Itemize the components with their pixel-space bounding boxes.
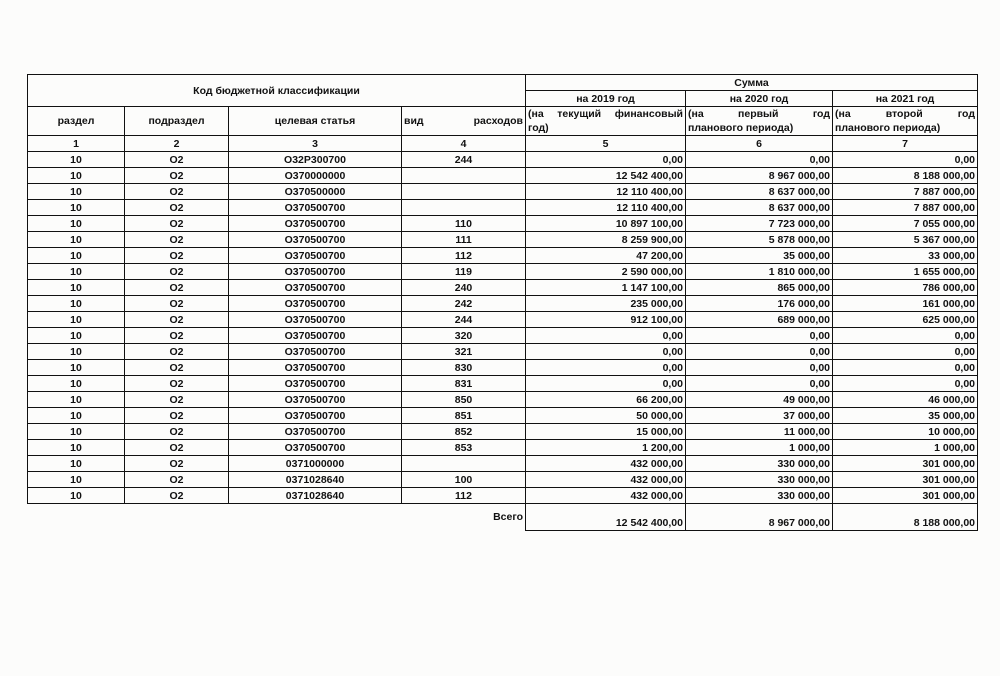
sum-2020-cell: 330 000,00 [686,488,833,504]
vid-rashodov-cell: 831 [402,376,526,392]
sum-2021-cell: 161 000,00 [833,296,978,312]
sum-2019-cell: 10 897 100,00 [526,216,686,232]
sum-2019-cell: 0,00 [526,328,686,344]
table-row [28,456,978,472]
column-number: 5 [526,136,686,152]
podrazdel-cell: О2 [125,216,229,232]
celevaya-statya-cell: О370500700 [229,296,402,312]
podrazdel-cell: О2 [125,168,229,184]
celevaya-statya-cell: О370500700 [229,392,402,408]
sum-2021-cell: 1 000,00 [833,440,978,456]
sum-2020-cell: 0,00 [686,376,833,392]
column-number: 7 [833,136,978,152]
sum-2019-cell: 8 259 900,00 [526,232,686,248]
sum-2021-cell: 7 055 000,00 [833,216,978,232]
sum-2021-cell: 1 655 000,00 [833,264,978,280]
sum-2020-cell: 330 000,00 [686,456,833,472]
budget-table [27,74,978,531]
table-row [28,168,978,184]
sum-2021-cell: 786 000,00 [833,280,978,296]
sum-2021-cell: 0,00 [833,360,978,376]
razdel-cell: 10 [28,232,125,248]
sum-2021-cell: 301 000,00 [833,472,978,488]
podrazdel-cell: О2 [125,392,229,408]
razdel-cell: 10 [28,456,125,472]
podrazdel-cell: О2 [125,440,229,456]
column-number: 1 [28,136,125,152]
table-row [28,296,978,312]
razdel-cell: 10 [28,344,125,360]
celevaya-statya-cell: О370500700 [229,200,402,216]
sum-2021-cell: 0,00 [833,344,978,360]
sum-2021-cell: 5 367 000,00 [833,232,978,248]
header-row-columns [28,107,978,136]
podrazdel-cell: О2 [125,360,229,376]
vid-rashodov-cell: 111 [402,232,526,248]
sum-2019-cell: 432 000,00 [526,472,686,488]
table-row [28,184,978,200]
year-desc-2019: (на текущий финансовый год) [526,107,686,136]
podrazdel-cell: О2 [125,184,229,200]
table-row [28,312,978,328]
vid-rashodov-cell: 321 [402,344,526,360]
sum-2019-cell: 2 590 000,00 [526,264,686,280]
year-header-2021: на 2021 год [833,91,978,107]
sum-2021-cell: 301 000,00 [833,456,978,472]
razdel-cell: 10 [28,360,125,376]
sum-2020-cell: 35 000,00 [686,248,833,264]
table-row [28,200,978,216]
sum-2019-cell: 432 000,00 [526,456,686,472]
table-row [28,392,978,408]
razdel-cell: 10 [28,184,125,200]
column-number: 2 [125,136,229,152]
table-row [28,424,978,440]
celevaya-statya-cell: О370500700 [229,328,402,344]
table-row [28,216,978,232]
empty-cell [28,504,125,531]
podrazdel-cell: О2 [125,152,229,168]
year-header-2020: на 2020 год [686,91,833,107]
razdel-cell: 10 [28,296,125,312]
podrazdel-cell: О2 [125,376,229,392]
sum-2019-cell: 66 200,00 [526,392,686,408]
sum-2020-cell: 0,00 [686,344,833,360]
razdel-cell: 10 [28,328,125,344]
celevaya-statya-cell: О370500700 [229,424,402,440]
sum-2021-cell: 7 887 000,00 [833,200,978,216]
celevaya-statya-cell: О370500700 [229,376,402,392]
vid-rashodov-cell [402,168,526,184]
celevaya-statya-cell: 0371000000 [229,456,402,472]
sum-2020-cell: 49 000,00 [686,392,833,408]
podrazdel-cell: О2 [125,248,229,264]
razdel-cell: 10 [28,408,125,424]
total-sum-2020-cell: 8 967 000,00 [686,504,833,531]
sum-2019-cell: 912 100,00 [526,312,686,328]
table-row [28,264,978,280]
razdel-cell: 10 [28,168,125,184]
podrazdel-cell: О2 [125,264,229,280]
sum-2019-cell: 12 110 400,00 [526,200,686,216]
sum-2020-cell: 1 810 000,00 [686,264,833,280]
sum-2021-cell: 0,00 [833,376,978,392]
sum-2019-cell: 0,00 [526,376,686,392]
celevaya-statya-cell: О370500700 [229,440,402,456]
table-row [28,280,978,296]
podrazdel-cell: О2 [125,456,229,472]
sum-2019-cell: 235 000,00 [526,296,686,312]
sum-2020-cell: 11 000,00 [686,424,833,440]
sum-2021-cell: 35 000,00 [833,408,978,424]
sum-2020-cell: 8 967 000,00 [686,168,833,184]
vid-rashodov-cell: 320 [402,328,526,344]
sum-2019-cell: 0,00 [526,152,686,168]
razdel-cell: 10 [28,216,125,232]
podrazdel-cell: О2 [125,280,229,296]
sum-2019-cell: 12 110 400,00 [526,184,686,200]
sum-2021-cell: 46 000,00 [833,392,978,408]
razdel-cell: 10 [28,392,125,408]
razdel-cell: 10 [28,264,125,280]
sum-2020-cell: 330 000,00 [686,472,833,488]
vid-rashodov-cell [402,456,526,472]
sum-2021-cell: 8 188 000,00 [833,168,978,184]
table-row [28,232,978,248]
celevaya-statya-cell: О32Р300700 [229,152,402,168]
celevaya-statya-cell: О370500700 [229,280,402,296]
razdel-cell: 10 [28,488,125,504]
sum-2021-cell: 301 000,00 [833,488,978,504]
total-sum-2021-cell: 8 188 000,00 [833,504,978,531]
celevaya-statya-cell: О370500000 [229,184,402,200]
celevaya-statya-cell: О370000000 [229,168,402,184]
sum-2019-cell: 12 542 400,00 [526,168,686,184]
sum-2020-cell: 7 723 000,00 [686,216,833,232]
header-row-1 [28,75,978,91]
sum-2021-cell: 0,00 [833,152,978,168]
podrazdel-cell: О2 [125,472,229,488]
vid-rashodov-cell: 850 [402,392,526,408]
sum-2019-cell: 0,00 [526,360,686,376]
table-row [28,408,978,424]
sum-2020-cell: 0,00 [686,328,833,344]
razdel-cell: 10 [28,248,125,264]
sum-2020-cell: 176 000,00 [686,296,833,312]
table-row [28,472,978,488]
sum-2021-cell: 625 000,00 [833,312,978,328]
total-label: Всего [493,511,523,524]
celevaya-statya-cell: О370500700 [229,216,402,232]
code-classification-header: Код бюджетной классификации [28,75,526,107]
sum-header: Сумма [526,75,978,91]
sum-2020-cell: 5 878 000,00 [686,232,833,248]
vid-rashodov-cell: 244 [402,312,526,328]
column-header-vid-rashodov: вид расходов [402,107,526,136]
sum-2020-cell: 8 637 000,00 [686,184,833,200]
table-row [28,376,978,392]
vid-rashodov-cell: 853 [402,440,526,456]
table-row [28,344,978,360]
vid-rashodov-cell: 112 [402,488,526,504]
podrazdel-cell: О2 [125,344,229,360]
total-sum-2019-cell: 12 542 400,00 [526,504,686,531]
sum-2019-cell: 1 200,00 [526,440,686,456]
column-header-razdel: раздел [28,107,125,136]
sum-2021-cell: 33 000,00 [833,248,978,264]
razdel-cell: 10 [28,200,125,216]
vid-rashodov-cell: 242 [402,296,526,312]
table-row [28,440,978,456]
sum-2021-cell: 0,00 [833,328,978,344]
column-number: 4 [402,136,526,152]
razdel-cell: 10 [28,424,125,440]
vid-rashodov-cell: 110 [402,216,526,232]
sum-2020-cell: 37 000,00 [686,408,833,424]
razdel-cell: 10 [28,312,125,328]
column-numbers-row [28,136,978,152]
table-row [28,488,978,504]
vid-rashodov-cell: 830 [402,360,526,376]
sum-2021-cell: 10 000,00 [833,424,978,440]
vid-rashodov-cell: 100 [402,472,526,488]
sum-2019-cell: 15 000,00 [526,424,686,440]
sum-2021-cell: 7 887 000,00 [833,184,978,200]
vid-rashodov-cell: 852 [402,424,526,440]
podrazdel-cell: О2 [125,296,229,312]
column-header-celevaya-statya: целевая статья [229,107,402,136]
empty-cell [125,504,229,531]
table-row [28,248,978,264]
year-header-2019: на 2019 год [526,91,686,107]
sum-2020-cell: 0,00 [686,152,833,168]
sum-2019-cell: 50 000,00 [526,408,686,424]
celevaya-statya-cell: О370500700 [229,360,402,376]
column-header-podrazdel: подраздел [125,107,229,136]
razdel-cell: 10 [28,472,125,488]
sum-2019-cell: 47 200,00 [526,248,686,264]
vid-rashodov-cell: 240 [402,280,526,296]
empty-cell [229,504,402,531]
razdel-cell: 10 [28,280,125,296]
vid-rashodov-cell [402,184,526,200]
column-number: 6 [686,136,833,152]
sum-2019-cell: 0,00 [526,344,686,360]
podrazdel-cell: О2 [125,312,229,328]
celevaya-statya-cell: О370500700 [229,264,402,280]
table-row [28,360,978,376]
razdel-cell: 10 [28,440,125,456]
celevaya-statya-cell: О370500700 [229,344,402,360]
podrazdel-cell: О2 [125,424,229,440]
vid-rashodov-cell: 112 [402,248,526,264]
podrazdel-cell: О2 [125,232,229,248]
podrazdel-cell: О2 [125,200,229,216]
podrazdel-cell: О2 [125,488,229,504]
celevaya-statya-cell: О370500700 [229,312,402,328]
sum-2020-cell: 689 000,00 [686,312,833,328]
celevaya-statya-cell: 0371028640 [229,472,402,488]
sum-2020-cell: 8 637 000,00 [686,200,833,216]
year-desc-2020: (на первый год планового периода) [686,107,833,136]
celevaya-statya-cell: 0371028640 [229,488,402,504]
celevaya-statya-cell: О370500700 [229,248,402,264]
vid-rashodov-cell: 244 [402,152,526,168]
year-desc-2021: (на второй год планового периода) [833,107,978,136]
sum-2019-cell: 1 147 100,00 [526,280,686,296]
razdel-cell: 10 [28,376,125,392]
total-row [28,504,978,531]
table-row [28,152,978,168]
sum-2020-cell: 1 000,00 [686,440,833,456]
podrazdel-cell: О2 [125,408,229,424]
vid-rashodov-cell: 119 [402,264,526,280]
podrazdel-cell: О2 [125,328,229,344]
vid-rashodov-cell [402,200,526,216]
vid-rashodov-cell: 851 [402,408,526,424]
column-number: 3 [229,136,402,152]
sum-2020-cell: 0,00 [686,360,833,376]
sum-2020-cell: 865 000,00 [686,280,833,296]
celevaya-statya-cell: О370500700 [229,408,402,424]
sum-2019-cell: 432 000,00 [526,488,686,504]
table-row [28,328,978,344]
celevaya-statya-cell: О370500700 [229,232,402,248]
razdel-cell: 10 [28,152,125,168]
